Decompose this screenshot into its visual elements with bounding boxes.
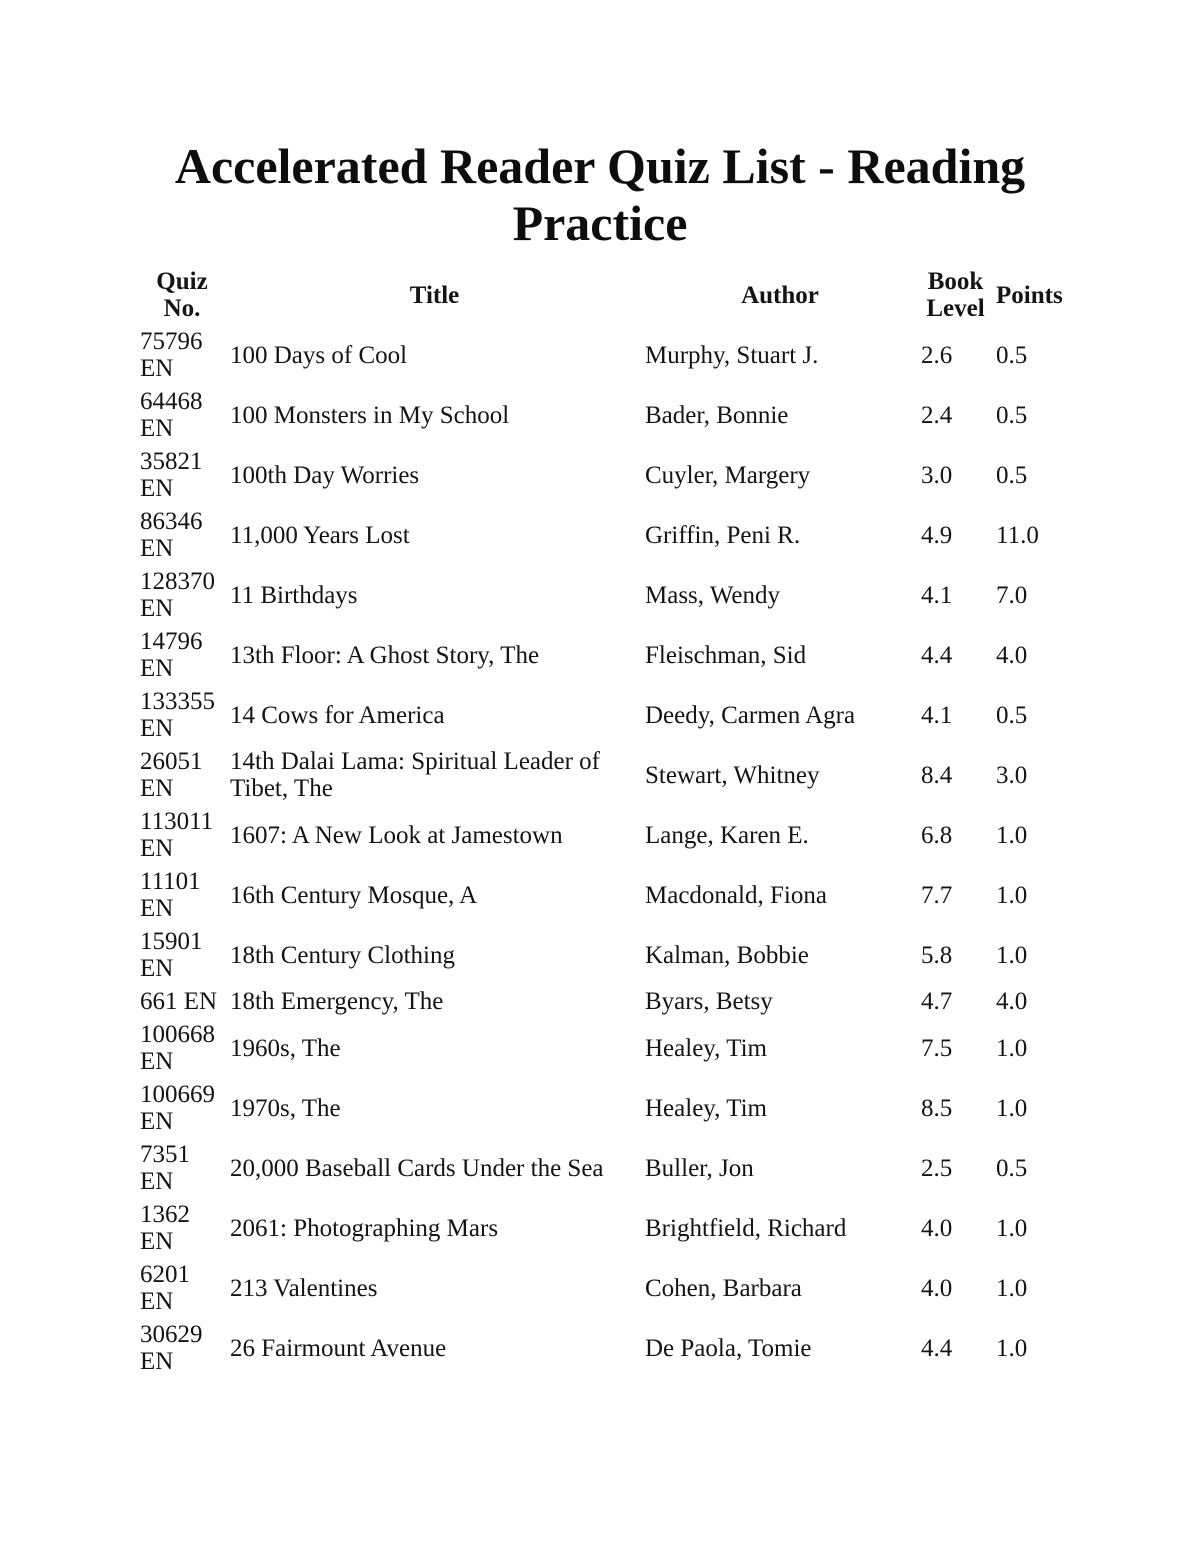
points-cell: 1.0 xyxy=(996,1274,1028,1302)
quiz-no-cell: 100669 EN xyxy=(140,1081,215,1135)
quiz-no-cell: 6201 EN xyxy=(140,1261,190,1315)
author-cell: Griffin, Peni R. xyxy=(645,521,801,549)
title-cell: 1607: A New Look at Jamestown xyxy=(230,821,563,849)
author-cell: Lange, Karen E. xyxy=(645,821,809,849)
quiz-no-cell: 14796 EN xyxy=(140,628,203,682)
table-row xyxy=(140,565,1060,625)
points-cell: 7.0 xyxy=(996,581,1028,609)
points-cell: 0.5 xyxy=(996,401,1028,429)
author-cell: Mass, Wendy xyxy=(645,581,781,609)
author-cell: Healey, Tim xyxy=(645,1034,767,1062)
author-cell: Cohen, Barbara xyxy=(645,1274,802,1302)
table-row xyxy=(140,685,1060,745)
title-cell: 14th Dalai Lama: Spiritual Leader of Tibet, The xyxy=(230,748,601,802)
title-cell: 1960s, The xyxy=(230,1034,341,1062)
table-row xyxy=(140,505,1060,565)
quiz-no-cell: 128370 EN xyxy=(140,568,215,622)
title-cell: 13th Floor: A Ghost Story, The xyxy=(230,641,540,669)
book-level-cell: 4.7 xyxy=(921,988,953,1015)
quiz-no-cell: 100668 EN xyxy=(140,1021,215,1075)
book-level-cell: 4.4 xyxy=(921,641,953,669)
table-row xyxy=(140,865,1060,925)
title-cell: 11,000 Years Lost xyxy=(230,521,410,549)
table-row xyxy=(140,385,1060,445)
book-level-cell: 5.8 xyxy=(921,941,953,969)
table-row xyxy=(140,1018,1060,1078)
points-cell: 1.0 xyxy=(996,821,1028,849)
table-row xyxy=(140,325,1060,385)
book-level-cell: 6.8 xyxy=(921,821,953,849)
points-cell: 3.0 xyxy=(996,761,1028,789)
book-level-cell: 2.6 xyxy=(921,341,953,369)
book-level-cell: 4.9 xyxy=(921,521,953,549)
title-cell: 18th Century Clothing xyxy=(230,941,455,969)
points-cell: 1.0 xyxy=(996,1094,1028,1122)
table-row xyxy=(140,745,1060,805)
table-body xyxy=(140,325,1060,1378)
table-row xyxy=(140,625,1060,685)
points-cell: 0.5 xyxy=(996,341,1028,369)
book-level-cell: 4.1 xyxy=(921,701,953,729)
author-cell: Healey, Tim xyxy=(645,1094,767,1122)
title-cell: 11 Birthdays xyxy=(230,581,358,609)
quiz-no-cell: 86346 EN xyxy=(140,508,203,562)
points-cell: 1.0 xyxy=(996,881,1028,909)
quiz-no-cell: 35821 EN xyxy=(140,448,203,502)
book-level-cell: 8.4 xyxy=(921,761,953,789)
quiz-no-cell: 7351 EN xyxy=(140,1141,190,1195)
book-level-cell: 7.5 xyxy=(921,1034,953,1062)
table-header-row xyxy=(140,265,1063,325)
title-cell: 100 Days of Cool xyxy=(230,341,408,369)
book-level-cell: 4.4 xyxy=(921,1334,953,1362)
book-level-cell: 2.5 xyxy=(921,1154,953,1182)
book-level-cell: 4.0 xyxy=(921,1274,953,1302)
table-row xyxy=(140,1198,1060,1258)
title-cell: 100 Monsters in My School xyxy=(230,401,510,429)
author-cell: Byars, Betsy xyxy=(645,988,773,1015)
table-row xyxy=(140,985,1060,1018)
author-cell: Kalman, Bobbie xyxy=(645,941,809,969)
title-cell: 2061: Photographing Mars xyxy=(230,1214,499,1242)
title-cell: 213 Valentines xyxy=(230,1274,378,1302)
quiz-no-cell: 75796 EN xyxy=(140,328,203,382)
table-row xyxy=(140,1258,1060,1318)
points-cell: 1.0 xyxy=(996,1034,1028,1062)
author-cell: Brightfield, Richard xyxy=(645,1214,847,1242)
title-cell: 20,000 Baseball Cards Under the Sea xyxy=(230,1154,604,1182)
book-level-cell: 3.0 xyxy=(921,461,953,489)
quiz-no-cell: 133355 EN xyxy=(140,688,215,742)
header-quiz-no: Quiz No. xyxy=(156,268,208,322)
quiz-no-cell: 1362 EN xyxy=(140,1201,190,1255)
points-cell: 0.5 xyxy=(996,1154,1028,1182)
table-row xyxy=(140,805,1060,865)
table-row xyxy=(140,1138,1060,1198)
points-cell: 0.5 xyxy=(996,701,1028,729)
book-level-cell: 2.4 xyxy=(921,401,953,429)
quiz-no-cell: 15901 EN xyxy=(140,928,203,982)
quiz-no-cell: 30629 EN xyxy=(140,1321,203,1375)
quiz-no-cell: 64468 EN xyxy=(140,388,203,442)
author-cell: Buller, Jon xyxy=(645,1154,754,1182)
header-book-level: Book Level xyxy=(926,268,985,322)
author-cell: Cuyler, Margery xyxy=(645,461,811,489)
title-cell: 26 Fairmount Avenue xyxy=(230,1334,447,1362)
author-cell: Deedy, Carmen Agra xyxy=(645,701,856,729)
author-cell: Bader, Bonnie xyxy=(645,401,789,429)
table-row xyxy=(140,445,1060,505)
quiz-no-cell: 661 EN xyxy=(140,988,218,1015)
header-author: Author xyxy=(741,281,819,309)
author-cell: Murphy, Stuart J. xyxy=(645,341,819,369)
book-level-cell: 4.1 xyxy=(921,581,953,609)
quiz-no-cell: 11101 EN xyxy=(140,868,201,922)
quiz-table xyxy=(140,265,1063,1378)
table-row xyxy=(140,1078,1060,1138)
table-row xyxy=(140,1318,1060,1378)
points-cell: 0.5 xyxy=(996,461,1028,489)
title-cell: 1970s, The xyxy=(230,1094,341,1122)
author-cell: Macdonald, Fiona xyxy=(645,881,827,909)
author-cell: Fleischman, Sid xyxy=(645,641,807,669)
title-cell: 16th Century Mosque, A xyxy=(230,881,478,909)
book-level-cell: 8.5 xyxy=(921,1094,953,1122)
points-cell: 4.0 xyxy=(996,988,1028,1015)
title-cell: 14 Cows for America xyxy=(230,701,445,729)
points-cell: 1.0 xyxy=(996,1214,1028,1242)
book-level-cell: 4.0 xyxy=(921,1214,953,1242)
header-title: Title xyxy=(409,281,460,309)
author-cell: Stewart, Whitney xyxy=(645,761,820,789)
title-cell: 100th Day Worries xyxy=(230,461,420,489)
points-cell: 1.0 xyxy=(996,1334,1028,1362)
table-row xyxy=(140,925,1060,985)
page-title: Accelerated Reader Quiz List - Reading Practice xyxy=(174,138,1026,251)
author-cell: De Paola, Tomie xyxy=(645,1334,812,1362)
points-cell: 4.0 xyxy=(996,641,1028,669)
quiz-no-cell: 113011 EN xyxy=(140,808,214,862)
quiz-no-cell: 26051 EN xyxy=(140,748,203,802)
title-cell: 18th Emergency, The xyxy=(230,988,444,1015)
book-level-cell: 7.7 xyxy=(921,881,953,909)
points-cell: 1.0 xyxy=(996,941,1028,969)
header-points: Points xyxy=(996,281,1063,309)
points-cell: 11.0 xyxy=(996,521,1039,549)
